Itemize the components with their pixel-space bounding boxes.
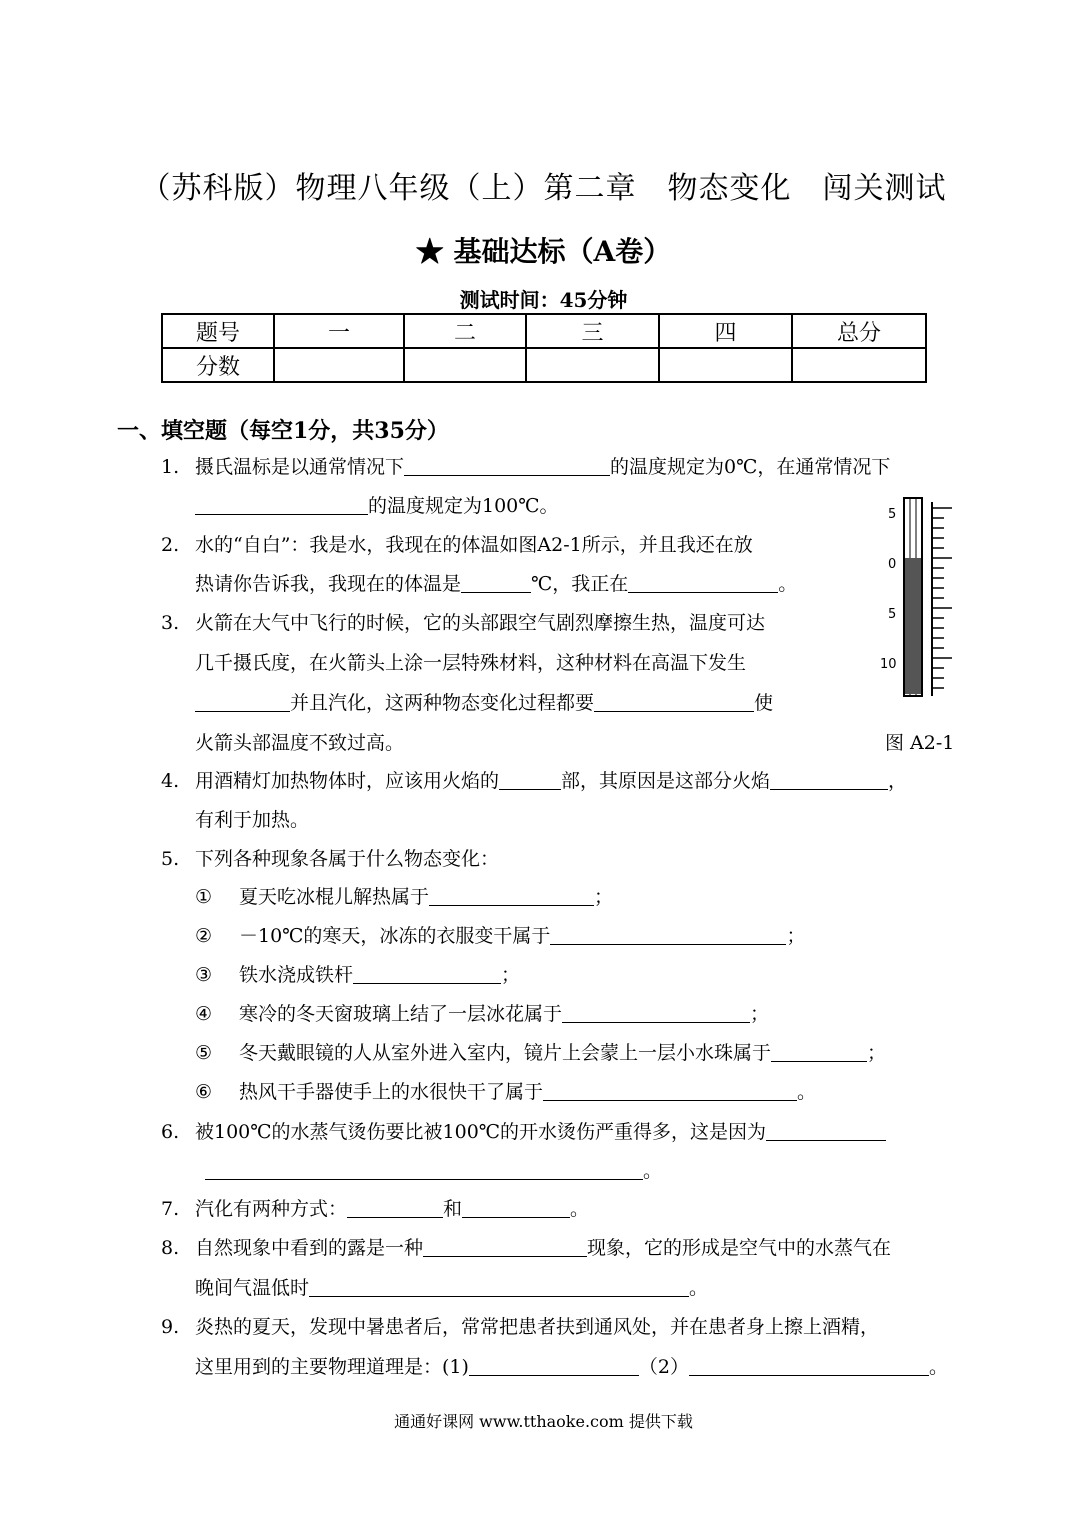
question-text: 使 [754,692,774,714]
question-number: 3. [161,612,180,634]
section-heading: 一、填空题（每空1分，共35分） [117,418,449,444]
question-text: 。 [570,1198,590,1220]
question-text: 摄氏温标是以通常情况下 [195,456,405,478]
question-text: ； [501,964,521,986]
answer-blank[interactable] [499,769,561,790]
answer-blank[interactable] [550,924,786,945]
answer-blank[interactable] [404,455,610,476]
question-text: 。 [797,1081,817,1103]
question-text: 铁水浇成铁杆 [239,964,354,986]
question-text: ； [786,925,806,947]
question-text: 火箭在大气中飞行的时候，它的头部跟空气剧烈摩擦生热，温度可达 [195,612,766,634]
question-3 [161,608,765,635]
table-row [162,314,926,348]
answer-blank[interactable] [429,885,594,906]
sub-question [195,960,520,987]
sub-question [195,1077,816,1104]
scale-label: 5 [888,607,897,622]
score-entry-cell[interactable] [792,348,926,382]
sub-question-marker: ⑤ [195,1042,213,1064]
question-1 [161,452,890,479]
question-text: 几千摄氏度，在火箭头上涂一层特殊材料，这种材料在高温下发生 [195,652,747,674]
answer-blank[interactable] [543,1080,797,1101]
answer-blank[interactable] [766,1120,886,1141]
question-text: 。 [689,1277,709,1299]
question-4-cont [195,805,309,832]
scale-label: 5 [888,507,897,522]
page-title: （苏科版）物理八年级（上）第二章 物态变化 闯关测试 [140,171,947,206]
question-6-cont [205,1156,662,1183]
answer-blank[interactable] [309,1276,689,1297]
score-entry-cell[interactable] [526,348,659,382]
question-2-cont [195,569,797,596]
answer-blank[interactable] [195,691,290,712]
question-8 [161,1233,891,1260]
footer-text: 通通好课网 www.tthaoke.com 提供下载 [394,1412,693,1431]
sub-question [195,921,805,948]
question-text: 晚间气温低时 [195,1277,310,1299]
test-time: 测试时间：45分钟 [459,288,628,312]
question-8-cont [195,1273,708,1300]
question-text: ； [594,886,614,908]
question-text: 下列各种现象各属于什么物态变化： [195,848,500,870]
question-3-cont [195,648,746,675]
question-number: 1. [161,456,180,478]
question-text: 被100℃的水蒸气烫伤要比被100℃的开水烫伤严重得多，这是因为 [195,1121,767,1143]
question-text: 这里用到的主要物理道理是：(1) [195,1356,469,1378]
question-number: 6. [161,1121,180,1143]
answer-blank[interactable] [628,572,778,593]
question-text: 夏天吃冰棍儿解热属于 [239,886,430,908]
question-text: 的温度规定为100℃。 [368,495,559,517]
question-7 [161,1194,589,1221]
answer-blank[interactable] [469,1355,639,1376]
question-text: 用酒精灯加热物体时，应该用火焰的 [195,770,500,792]
question-text: 汽化有两种方式： [195,1198,348,1220]
question-9-cont [195,1352,948,1379]
question-text: －10℃的寒天，冰冻的衣服变干属于 [239,925,551,947]
table-cell: 二 [404,314,526,348]
answer-blank[interactable] [689,1355,929,1376]
table-cell: 总分 [792,314,926,348]
sub-question-marker: ① [195,886,213,908]
question-text: 火箭头部温度不致过高。 [195,732,405,754]
question-text: 炎热的夏天，发现中暑患者后，常常把患者扶到通风处，并在患者身上擦上酒精， [195,1316,880,1338]
question-text: 的温度规定为0℃，在通常情况下 [610,456,891,478]
question-6 [161,1117,886,1144]
question-number: 2. [161,534,180,556]
question-text: 和 [443,1198,463,1220]
score-entry-cell[interactable] [274,348,404,382]
question-text: 现象，它的形成是空气中的水蒸气在 [587,1237,892,1259]
question-9 [161,1312,879,1339]
question-3-cont [195,688,773,715]
question-number: 9. [161,1316,180,1338]
table-row [162,348,926,382]
question-text: 自然现象中看到的露是一种 [195,1237,424,1259]
question-number: 4. [161,770,180,792]
question-text: 寒冷的冬天窗玻璃上结了一层冰花属于 [239,1003,563,1025]
question-text: ， [888,770,908,792]
answer-blank[interactable] [205,1159,643,1180]
question-text: 。 [929,1356,949,1378]
thermometer-figure [870,492,960,697]
sub-question [195,1038,886,1065]
answer-blank[interactable] [195,494,368,515]
question-5 [161,844,499,871]
question-text: 部，其原因是这部分火焰 [561,770,771,792]
scale-ticks [932,508,952,697]
question-text: ； [867,1042,887,1064]
sub-question-marker: ③ [195,964,213,986]
question-text: （2） [638,1356,690,1378]
question-3-cont [195,728,404,755]
question-text: 。 [643,1160,663,1182]
answer-blank[interactable] [562,1002,750,1023]
answer-blank[interactable] [462,1197,570,1218]
scale-label: 10 [880,657,897,672]
question-text: 冬天戴眼镜的人从室外进入室内，镜片上会蒙上一层小水珠属于 [239,1042,772,1064]
table-cell: 四 [659,314,792,348]
page-subtitle: ★ 基础达标（A卷） [415,235,672,268]
score-table [161,313,927,383]
question-number: 5. [161,848,180,870]
sub-question-marker: ② [195,925,213,947]
question-text: 热请你告诉我，我现在的体温是 [195,573,462,595]
sub-question-marker: ④ [195,1003,213,1025]
question-4 [161,766,907,793]
answer-blank[interactable] [423,1236,587,1257]
question-text: 热风干手器使手上的水很快干了属于 [239,1081,544,1103]
table-cell: 三 [526,314,659,348]
question-text: ； [750,1003,770,1025]
question-text: 并且汽化，这两种物态变化过程都要 [290,692,595,714]
figure-caption: 图 A2-1 [885,732,955,754]
answer-blank[interactable] [771,1041,867,1062]
mercury-column [905,558,921,694]
question-number: 8. [161,1237,180,1259]
question-text: ℃，我正在 [531,573,629,595]
question-2 [161,530,753,557]
answer-blank[interactable] [347,1197,443,1218]
score-entry-cell[interactable] [404,348,526,382]
question-text: 水的“自白”：我是水，我现在的体温如图A2-1所示，并且我还在放 [195,534,753,556]
answer-blank[interactable] [461,572,531,593]
answer-blank[interactable] [353,963,501,984]
table-cell: 题号 [162,314,274,348]
question-text: 。 [778,573,798,595]
answer-blank[interactable] [770,769,888,790]
score-entry-cell[interactable] [659,348,792,382]
question-number: 7. [161,1198,180,1220]
table-cell: 一 [274,314,404,348]
question-1-cont [195,491,559,518]
question-text: 有利于加热。 [195,809,310,831]
answer-blank[interactable] [594,691,754,712]
scale-label: 0 [888,557,897,572]
table-cell: 分数 [162,348,274,382]
sub-question-marker: ⑥ [195,1081,213,1103]
sub-question [195,999,769,1026]
sub-question [195,882,613,909]
